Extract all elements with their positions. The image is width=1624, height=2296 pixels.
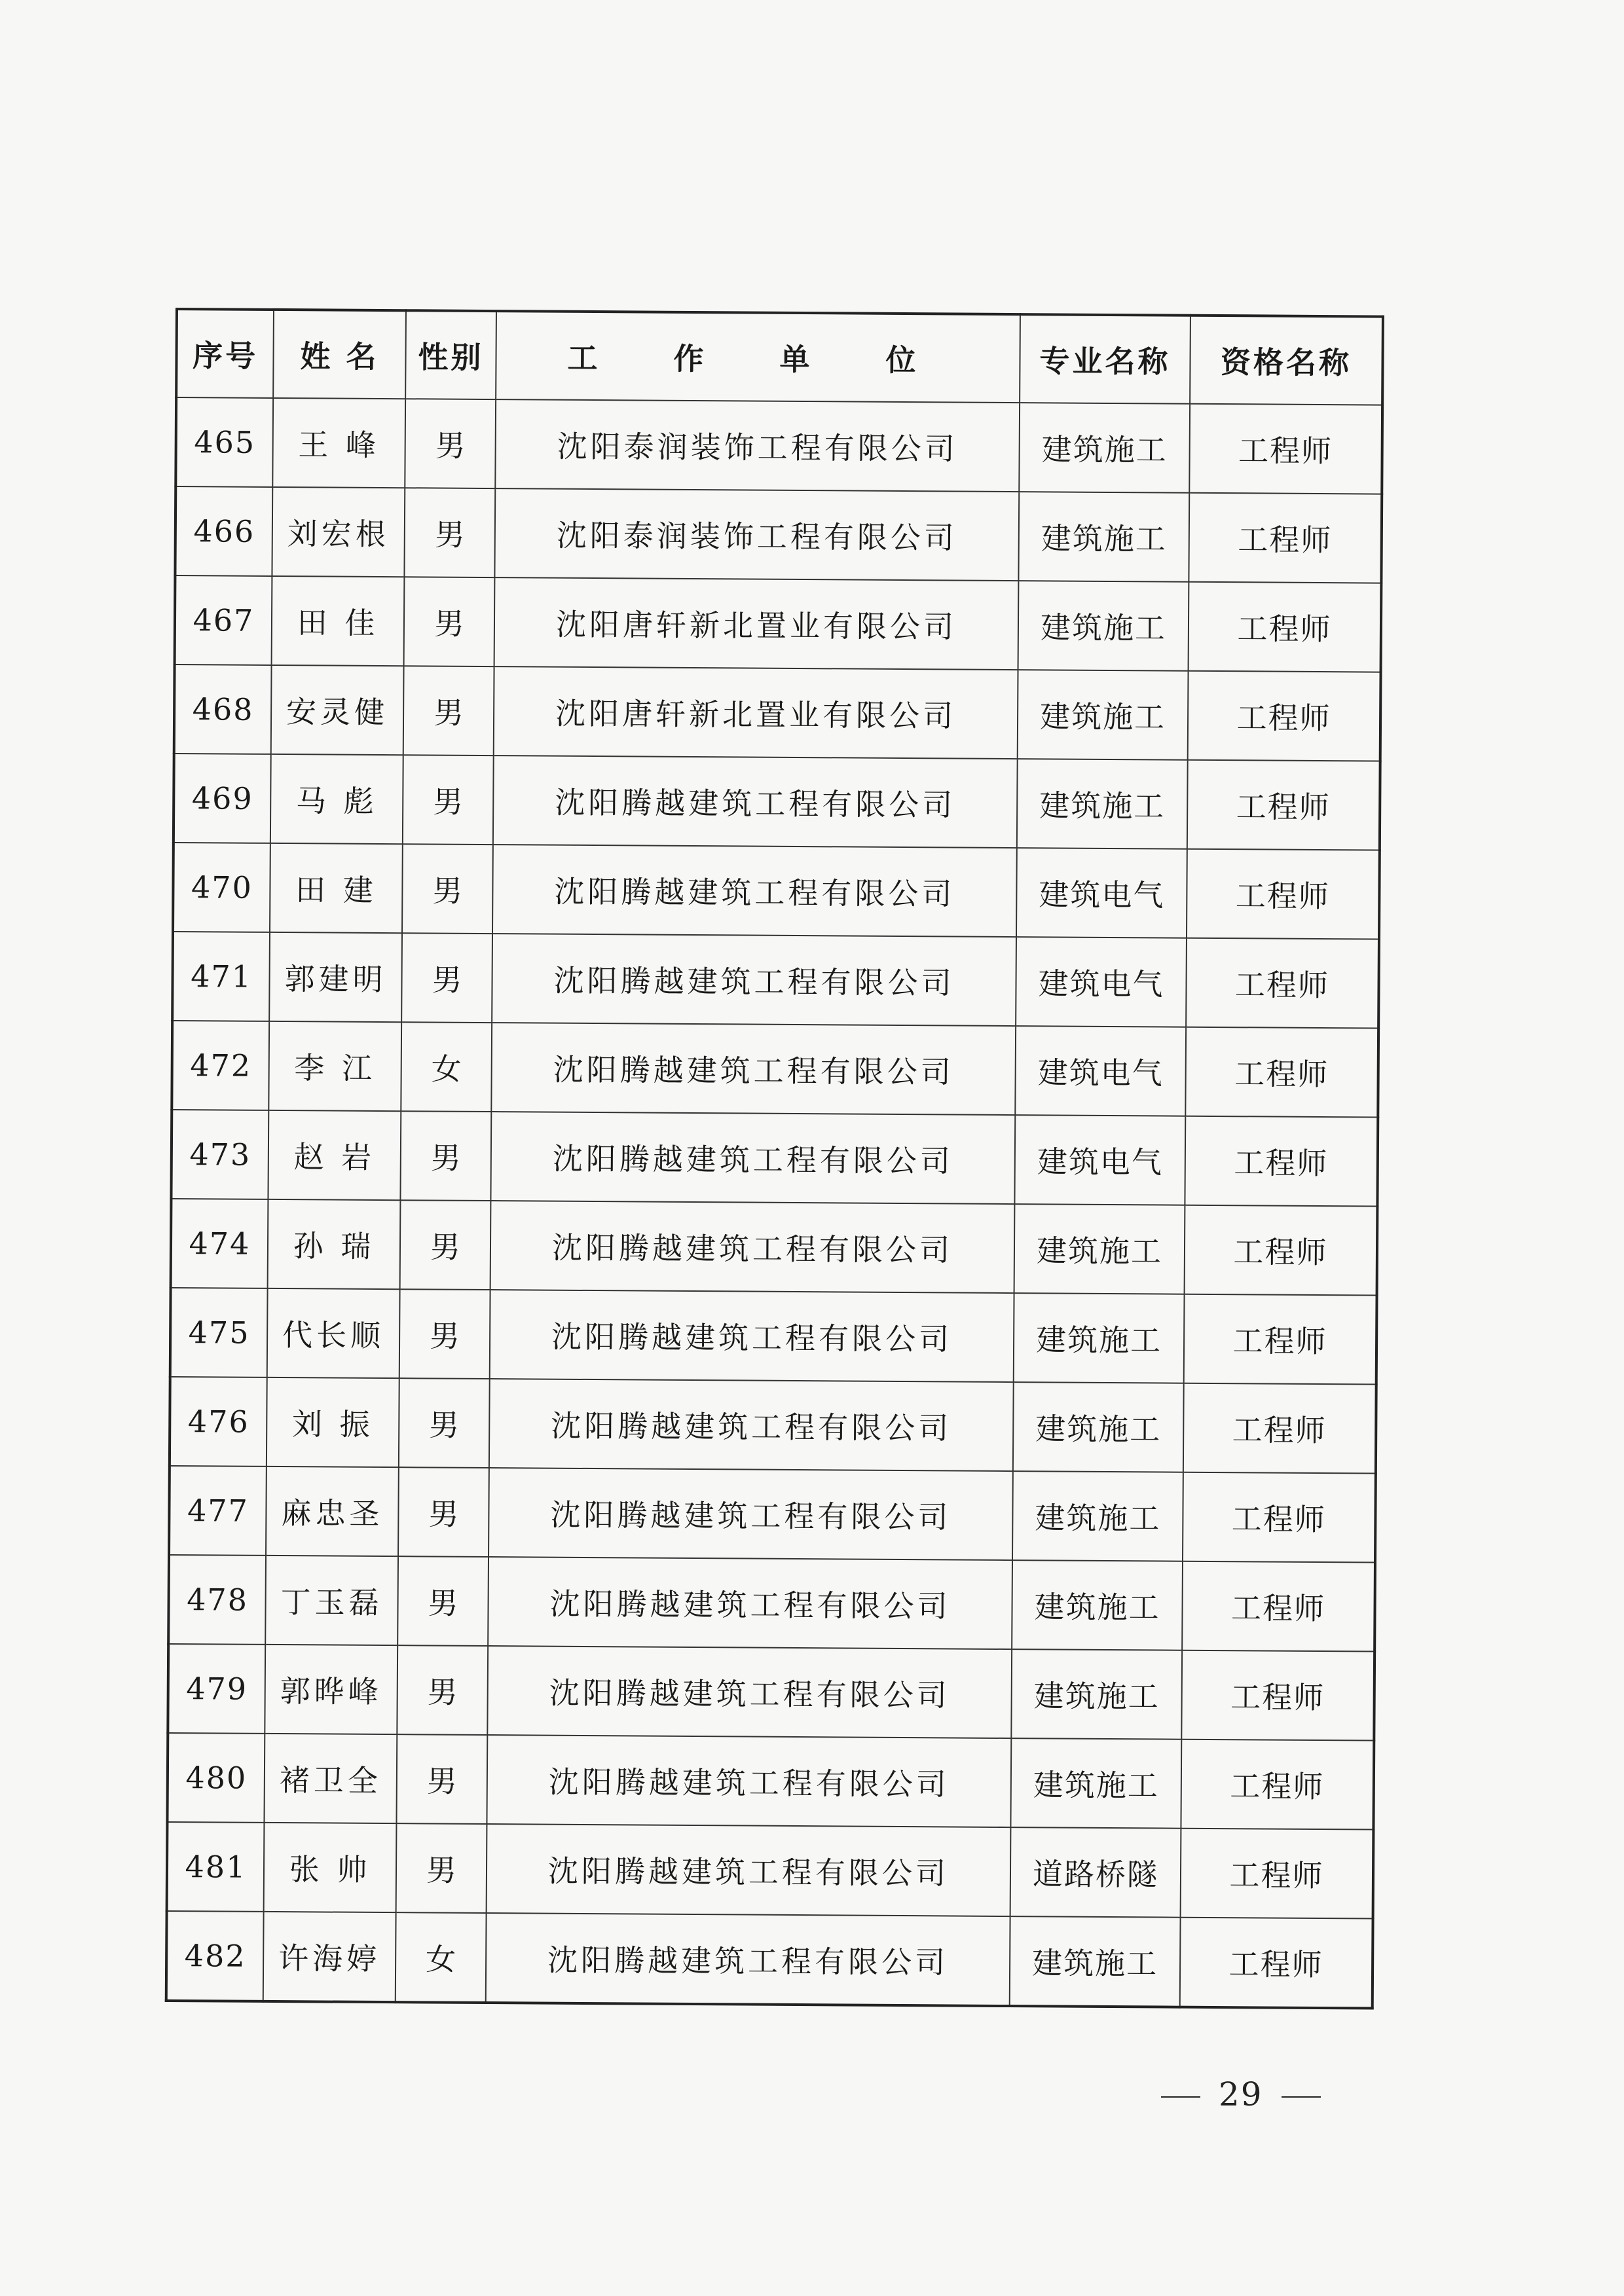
cell-major: 建筑施工 [1019, 403, 1190, 493]
cell-gender: 男 [402, 844, 493, 934]
cell-work-unit: 沈阳腾越建筑工程有限公司 [487, 1824, 1011, 1916]
cell-gender: 男 [400, 1111, 491, 1201]
page-number-left-dash [1161, 2096, 1200, 2098]
cell-work-unit: 沈阳腾越建筑工程有限公司 [491, 1023, 1016, 1115]
cell-qualification: 工程师 [1186, 938, 1379, 1029]
cell-gender: 男 [400, 1200, 491, 1290]
cell-work-unit: 沈阳腾越建筑工程有限公司 [486, 1913, 1010, 2006]
cell-name: 田 建 [270, 843, 403, 933]
cell-major: 建筑电气 [1016, 848, 1187, 938]
cell-gender: 男 [397, 1645, 488, 1735]
cell-work-unit: 沈阳腾越建筑工程有限公司 [487, 1735, 1011, 1827]
cell-name: 郭晔峰 [265, 1645, 397, 1734]
cell-work-unit: 沈阳腾越建筑工程有限公司 [488, 1557, 1012, 1649]
cell-name: 褚卫全 [264, 1734, 397, 1823]
cell-major: 建筑电气 [1014, 1115, 1185, 1205]
cell-work-unit: 沈阳唐轩新北置业有限公司 [494, 577, 1019, 670]
cell-name: 许海婷 [263, 1912, 396, 2002]
header-major: 专业名称 [1020, 314, 1190, 404]
cell-qualification: 工程师 [1189, 493, 1382, 583]
cell-work-unit: 沈阳唐轩新北置业有限公司 [494, 666, 1018, 759]
cell-serial-number: 481 [167, 1822, 265, 1912]
cell-qualification: 工程师 [1183, 1472, 1376, 1563]
table-row [168, 1555, 1375, 1652]
table-row [175, 575, 1382, 672]
cell-qualification: 工程师 [1181, 1740, 1374, 1830]
cell-gender: 女 [401, 1022, 492, 1112]
cell-major: 建筑施工 [1014, 1204, 1185, 1294]
cell-major: 道路桥隧 [1010, 1827, 1181, 1918]
cell-serial-number: 482 [166, 1911, 264, 2001]
cell-serial-number: 480 [167, 1733, 265, 1823]
cell-gender: 男 [404, 488, 495, 577]
table-row [170, 1288, 1377, 1385]
cell-major: 建筑施工 [1012, 1471, 1183, 1561]
cell-work-unit: 沈阳腾越建筑工程有限公司 [490, 1112, 1015, 1204]
cell-work-unit: 沈阳腾越建筑工程有限公司 [492, 845, 1017, 937]
table-row [172, 932, 1379, 1029]
cell-serial-number: 470 [173, 843, 270, 932]
cell-major: 建筑电气 [1015, 1026, 1186, 1116]
header-serial-number: 序号 [176, 309, 274, 398]
table-row [166, 1911, 1373, 2009]
cell-qualification: 工程师 [1181, 1650, 1375, 1741]
cell-name: 田 佳 [272, 576, 405, 666]
cell-name: 王 峰 [272, 398, 405, 488]
table-row [172, 1021, 1378, 1118]
cell-major: 建筑施工 [1018, 492, 1189, 582]
cell-name: 刘宏根 [272, 487, 405, 577]
page-number [1143, 2075, 1339, 2113]
cell-major: 建筑施工 [1012, 1560, 1183, 1650]
cell-major: 建筑施工 [1018, 581, 1189, 671]
cell-qualification: 工程师 [1189, 404, 1382, 494]
table-row [175, 397, 1382, 494]
cell-serial-number: 468 [174, 665, 272, 754]
cell-serial-number: 474 [171, 1199, 268, 1288]
cell-name: 赵 岩 [268, 1110, 401, 1200]
cell-major: 建筑施工 [1017, 759, 1188, 849]
table-row [170, 1377, 1376, 1474]
cell-major: 建筑施工 [1014, 1293, 1185, 1383]
cell-work-unit: 沈阳腾越建筑工程有限公司 [490, 1201, 1015, 1293]
cell-gender: 男 [401, 933, 492, 1023]
cell-qualification: 工程师 [1181, 1829, 1374, 1919]
cell-work-unit: 沈阳泰润装饰工程有限公司 [495, 399, 1020, 492]
cell-qualification: 工程师 [1189, 582, 1382, 672]
cell-major: 建筑施工 [1010, 1738, 1181, 1829]
cell-serial-number: 466 [175, 486, 272, 576]
cell-qualification: 工程师 [1185, 1116, 1378, 1207]
table-row [168, 1644, 1375, 1741]
table-row [171, 1110, 1378, 1207]
page-number-value: 29 [1219, 2075, 1263, 2113]
cell-major: 建筑施工 [1018, 670, 1189, 760]
cell-major: 建筑施工 [1013, 1382, 1184, 1472]
cell-work-unit: 沈阳腾越建筑工程有限公司 [490, 1290, 1014, 1382]
cell-gender: 男 [396, 1734, 487, 1824]
cell-name: 李 江 [268, 1021, 401, 1111]
cell-qualification: 工程师 [1180, 1918, 1373, 2009]
table-row [174, 665, 1381, 761]
page-number-right-dash [1282, 2096, 1321, 2098]
table-row [174, 754, 1380, 850]
cell-name: 丁玉磊 [265, 1556, 398, 1645]
header-work-unit: 工 作 单 位 [496, 311, 1020, 403]
cell-serial-number: 478 [168, 1555, 266, 1645]
cell-work-unit: 沈阳腾越建筑工程有限公司 [489, 1468, 1013, 1560]
cell-gender: 女 [396, 1912, 487, 2003]
cell-name: 郭建明 [269, 932, 402, 1022]
cell-serial-number: 469 [174, 754, 271, 843]
cell-name: 马 彪 [270, 754, 403, 844]
cell-serial-number: 471 [172, 932, 270, 1021]
cell-qualification: 工程师 [1187, 760, 1380, 850]
cell-name: 刘 振 [267, 1377, 399, 1467]
cell-major: 建筑施工 [1010, 1916, 1181, 2007]
cell-qualification: 工程师 [1182, 1561, 1375, 1652]
cell-serial-number: 473 [171, 1110, 268, 1199]
cell-work-unit: 沈阳腾越建筑工程有限公司 [492, 934, 1016, 1026]
table-row [171, 1199, 1378, 1296]
cell-serial-number: 467 [175, 575, 272, 665]
cell-qualification: 工程师 [1184, 1294, 1377, 1385]
cell-work-unit: 沈阳腾越建筑工程有限公司 [489, 1379, 1014, 1471]
cell-qualification: 工程师 [1187, 849, 1380, 939]
cell-serial-number: 479 [168, 1644, 265, 1734]
cell-gender: 男 [403, 666, 494, 756]
cell-name: 张 帅 [264, 1823, 397, 1912]
table-row [167, 1733, 1374, 1830]
cell-major: 建筑施工 [1011, 1649, 1182, 1740]
table-body [166, 397, 1382, 2009]
cell-serial-number: 476 [170, 1377, 267, 1467]
cell-qualification: 工程师 [1185, 1205, 1378, 1296]
cell-gender: 男 [397, 1556, 489, 1646]
header-name: 姓 名 [273, 310, 406, 399]
cell-serial-number: 475 [170, 1288, 268, 1377]
cell-work-unit: 沈阳腾越建筑工程有限公司 [487, 1646, 1012, 1738]
cell-serial-number: 477 [169, 1466, 267, 1556]
cell-qualification: 工程师 [1188, 671, 1381, 761]
cell-work-unit: 沈阳腾越建筑工程有限公司 [493, 756, 1018, 848]
cell-name: 麻忠圣 [266, 1467, 399, 1556]
cell-gender: 男 [398, 1467, 489, 1557]
header-gender: 性别 [405, 310, 496, 399]
cell-gender: 男 [399, 1378, 490, 1468]
cell-major: 建筑电气 [1016, 937, 1187, 1027]
qualification-roster-table [165, 308, 1384, 2010]
header-qualification: 资格名称 [1190, 316, 1383, 405]
cell-gender: 男 [405, 399, 496, 488]
table-row [167, 1822, 1374, 1919]
cell-serial-number: 465 [175, 397, 273, 487]
cell-serial-number: 472 [172, 1021, 269, 1110]
cell-name: 孙 瑞 [268, 1199, 401, 1289]
cell-qualification: 工程师 [1183, 1383, 1376, 1474]
cell-name: 代长顺 [267, 1288, 400, 1378]
cell-qualification: 工程师 [1185, 1027, 1378, 1118]
table-row [173, 843, 1380, 939]
cell-work-unit: 沈阳泰润装饰工程有限公司 [494, 488, 1019, 581]
table-row [169, 1466, 1376, 1563]
cell-gender: 男 [399, 1289, 490, 1379]
cell-name: 安灵健 [271, 665, 404, 755]
cell-gender: 男 [403, 755, 494, 845]
table-row [175, 486, 1382, 583]
table-header-row [176, 309, 1383, 405]
cell-gender: 男 [396, 1823, 487, 1913]
cell-gender: 男 [404, 577, 495, 666]
